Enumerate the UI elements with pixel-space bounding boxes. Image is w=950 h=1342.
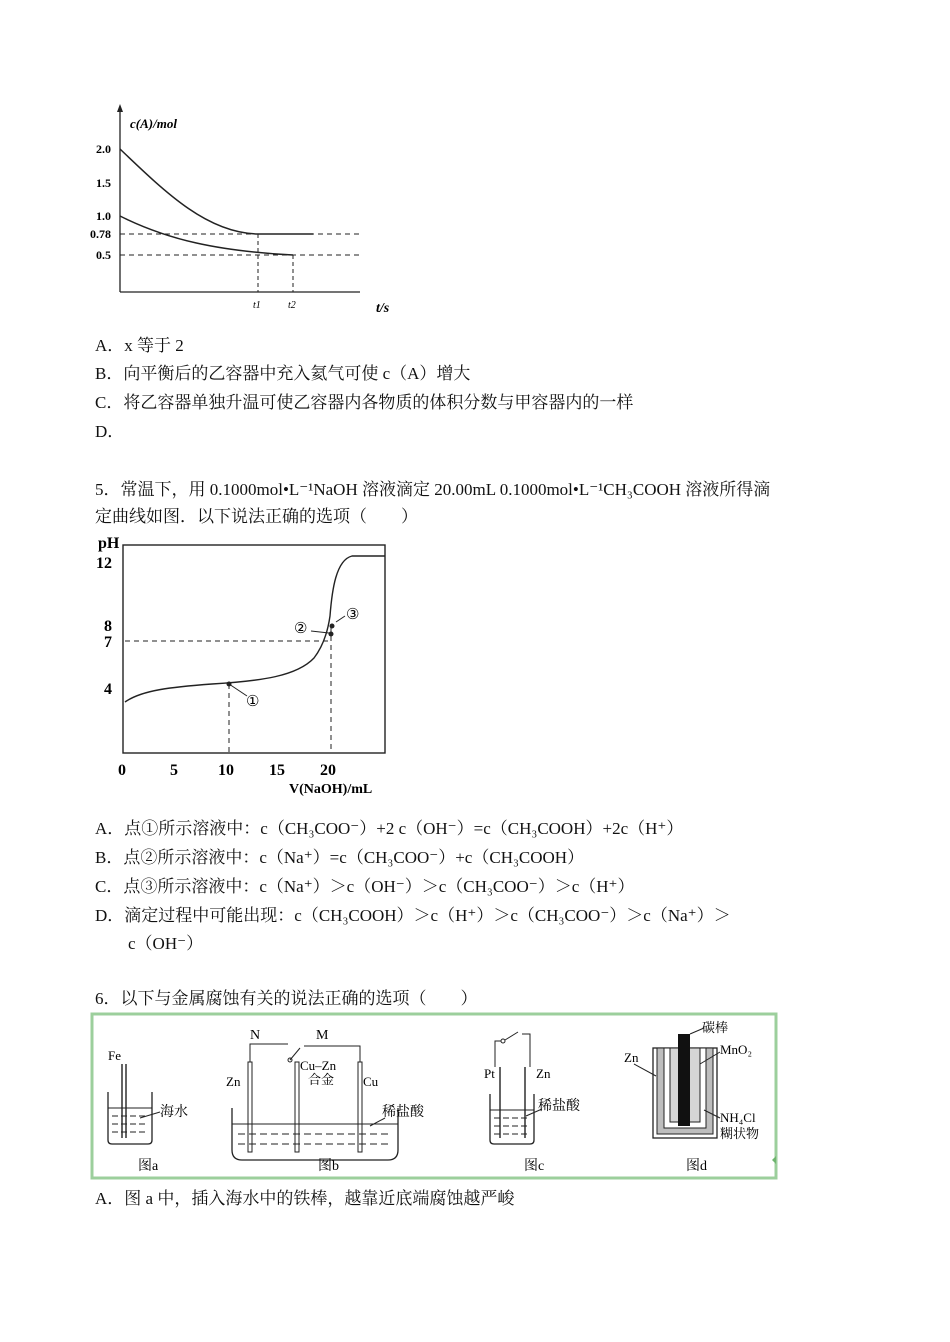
- q6-stem: 6．以下与金属腐蚀有关的说法正确的选项（ ）: [95, 989, 478, 1008]
- ytick-0.5: 0.5: [96, 248, 111, 262]
- ytick-7: 7: [104, 634, 112, 651]
- point-1-label: ①: [246, 694, 260, 710]
- fig-b-n: N: [250, 1028, 261, 1043]
- option-text: 点①所示溶液中：c（CH₃COO⁻）+2 c（OH⁻）=c（CH₃COOH）+2c（H⁺）: [124, 819, 684, 838]
- option-label: A．: [95, 1189, 125, 1208]
- option-text: 点②所示溶液中：c（Na⁺）=c（CH₃COO⁻）+c（CH₃COOH）: [123, 848, 585, 867]
- option-text: 将乙容器单独升温可使乙容器内各物质的体积分数与甲容器内的一样: [123, 393, 634, 412]
- xtick-t1: t1: [253, 300, 261, 311]
- option-text: 图 a 中，插入海水中的铁棒，越靠近底端腐蚀越严峻: [124, 1189, 515, 1208]
- q4-option-a[interactable]: [95, 335, 184, 357]
- point-2: [329, 632, 334, 637]
- option-label: A．: [95, 336, 125, 355]
- fig-c-liquid: 稀盐酸: [538, 1099, 580, 1114]
- option-text: 滴定过程中可能出现：c（CH₃COOH）＞c（H⁺）＞c（CH₃COO⁻）＞c（Na⁺）＞: [124, 906, 731, 925]
- option-text: 点③所示溶液中：c（Na⁺）＞c（OH⁻）＞c（CH₃COO⁻）＞c（H⁺）: [123, 877, 635, 896]
- fig-b-cu: Cu: [363, 1074, 379, 1089]
- q5-option-c[interactable]: [95, 876, 635, 898]
- fig-d-paste1: NH₄Cl: [720, 1110, 756, 1125]
- fig-d-rod: 碳棒: [702, 1020, 729, 1035]
- fig-d-paste2: 糊状物: [720, 1126, 760, 1141]
- point-3: [330, 624, 335, 629]
- fig-a-liquid: 海水: [160, 1105, 188, 1120]
- option-label: A．: [95, 819, 125, 838]
- chart1-xlabel: t/s: [376, 301, 390, 316]
- q4-option-c[interactable]: [95, 392, 633, 414]
- fig-d-caption: 图d: [686, 1159, 707, 1174]
- fig-c-pt: Pt: [484, 1066, 495, 1081]
- titration-curve: [125, 556, 385, 702]
- xtick-20: 20: [320, 762, 336, 779]
- option-text: 向平衡后的乙容器中充入氦气可使 c（A）增大: [123, 364, 471, 383]
- q5-stem-line2: 定曲线如图．以下说法正确的选项（ ）: [95, 507, 418, 526]
- ytick-12: 12: [96, 555, 112, 572]
- ytick-8: 8: [104, 618, 112, 635]
- fig-b-m: M: [316, 1028, 329, 1043]
- xtick-5: 5: [170, 762, 178, 779]
- q4-option-b[interactable]: [95, 363, 470, 385]
- ytick-1.5: 1.5: [96, 176, 111, 190]
- option-label: C．: [95, 393, 124, 412]
- q6-option-a[interactable]: [95, 1188, 514, 1210]
- chart2-ylabel: pH: [98, 535, 120, 552]
- xtick-0: 0: [118, 762, 126, 779]
- fig-b-alloy2: 合金: [308, 1072, 335, 1087]
- option-label: B．: [95, 848, 124, 867]
- fig-a-fe-label: Fe: [108, 1048, 121, 1063]
- q5-option-a[interactable]: [95, 818, 683, 840]
- fig-a-caption: 图a: [138, 1159, 159, 1174]
- point-3-label: ③: [346, 607, 360, 623]
- ytick-4: 4: [104, 681, 112, 698]
- xtick-t2: t2: [288, 300, 296, 311]
- fig-b-zn: Zn: [226, 1074, 241, 1089]
- fig-b-alloy1: Cu–Zn: [300, 1058, 337, 1073]
- titration-curve-chart: [92, 530, 392, 800]
- fig-c-caption: 图c: [524, 1159, 545, 1174]
- ytick-1.0: 1.0: [96, 209, 111, 223]
- xtick-15: 15: [269, 762, 285, 779]
- option-label: D．: [95, 906, 125, 925]
- fig-b-liquid: 稀盐酸: [382, 1105, 424, 1120]
- fig-c-zn: Zn: [536, 1066, 551, 1081]
- option-label: B．: [95, 364, 124, 383]
- fig-d-mno2: MnO₂: [720, 1042, 752, 1057]
- xtick-10: 10: [218, 762, 234, 779]
- corrosion-figure: [90, 1012, 780, 1182]
- fig-d-zn: Zn: [624, 1050, 639, 1065]
- q4-option-d[interactable]: [95, 421, 124, 443]
- q5-stem-line1: 5．常温下，用 0.1000mol•L⁻¹NaOH 溶液滴定 20.00mL 0.1000mol•L⁻¹CH₃COOH 溶液所得滴: [95, 480, 771, 499]
- option-label: C．: [95, 877, 124, 896]
- ytick-2.0: 2.0: [96, 142, 111, 156]
- series-jia-curve: [120, 149, 313, 234]
- series-yi-curve: [120, 216, 293, 255]
- option-label: D．: [95, 422, 125, 441]
- q5-option-d-cont: c（OH⁻）: [128, 934, 204, 953]
- point-2-label: ②: [294, 621, 308, 637]
- q5-option-d[interactable]: [95, 905, 731, 927]
- ytick-0.78: 0.78: [90, 227, 111, 241]
- concentration-time-chart: [88, 100, 418, 320]
- q5-option-b[interactable]: [95, 847, 584, 869]
- fig-b-caption: 图b: [318, 1159, 339, 1174]
- chart1-ylabel: c(A)/mol: [130, 116, 177, 131]
- option-text: x 等于 2: [124, 336, 184, 355]
- chart2-xlabel: V(NaOH)/mL: [289, 782, 373, 797]
